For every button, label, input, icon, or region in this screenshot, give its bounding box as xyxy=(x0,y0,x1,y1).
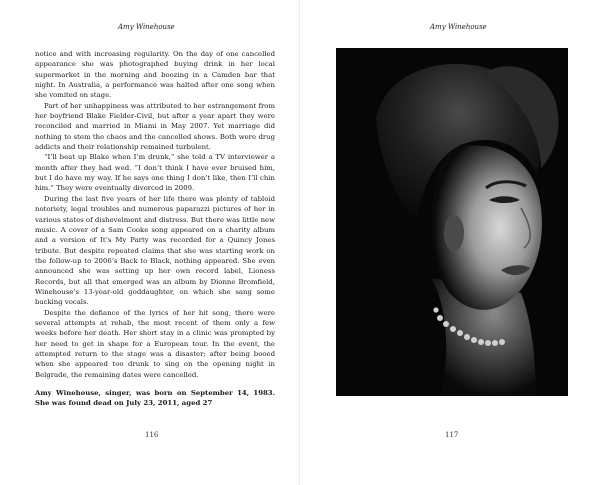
paragraph-2: Part of her unhappiness was attributed to her estrangement from her boyfriend Blake Fielder-Civil, but after a year apart they were reconciled and married in Miami in May 2007. Yet marriage did nothing to stem the chaos and the cancelled shows. Both were drug addicts and their relationship remained turbulent. xyxy=(35,101,275,152)
paragraph-5: Despite the defiance of the lyrics of her hit song, there were several attempts at rehab, the most recent of them only a few weeks before her death. Her short stay in a clinic was prompted by her need to get in shape for a European tour. In the event, the attempted return to the stage was a disaster; after being booed when she appeared too drunk to sing on the opening night in Belgrade, the remaining dates were cancelled. xyxy=(35,308,275,379)
portrait-photo xyxy=(336,48,568,396)
page-number-right: 117 xyxy=(445,431,459,439)
running-head-right: Amy Winehouse xyxy=(430,23,487,31)
paragraph-3: “I’ll beat up Blake when I’m drunk,” she told a TV interviewer a month after they had wed. “I don’t think I have ever bruised him, but I do have my way. If he says one thing I don’t like, then I’ll chin him.” They were eventually divorced in 2009. xyxy=(35,153,275,193)
portrait-illustration xyxy=(336,48,568,396)
running-head-left: Amy Winehouse xyxy=(118,23,175,31)
body-text xyxy=(35,49,275,409)
paragraph-4: During the last five years of her life there was plenty of tabloid notoriety, legal troubles and numerous paparazzi pictures of her in various states of dishevelment and distress. But there was little new music. A cover of a Sam Cooke song appeared on a charity album and a version of It’s My Party was recorded for a Quincy Jones tribute. But despite repeated claims that she was starting work on the follow-up to 2006’s Back to Black, nothing appeared. She even announced she was setting up her own record label, Lioness Records, but all that emerged was an album by Dionne Bromfield, Winehouse’s 13-year-old goddaughter, on which she sang some backing vocals. xyxy=(35,194,275,307)
paragraph-1: notice and with increasing regularity. On the day of one cancelled appearance she was photographed buying drink in her local supermarket in the morning and boozing in a Camden bar that night. In Australia, a performance was halted after one song when she vomited on stage. xyxy=(35,50,275,100)
page-number-left: 116 xyxy=(145,431,159,439)
closing-line: Amy Winehouse, singer, was born on September 14, 1983. She was found dead on July 23, 2011, aged 27 xyxy=(35,389,275,408)
